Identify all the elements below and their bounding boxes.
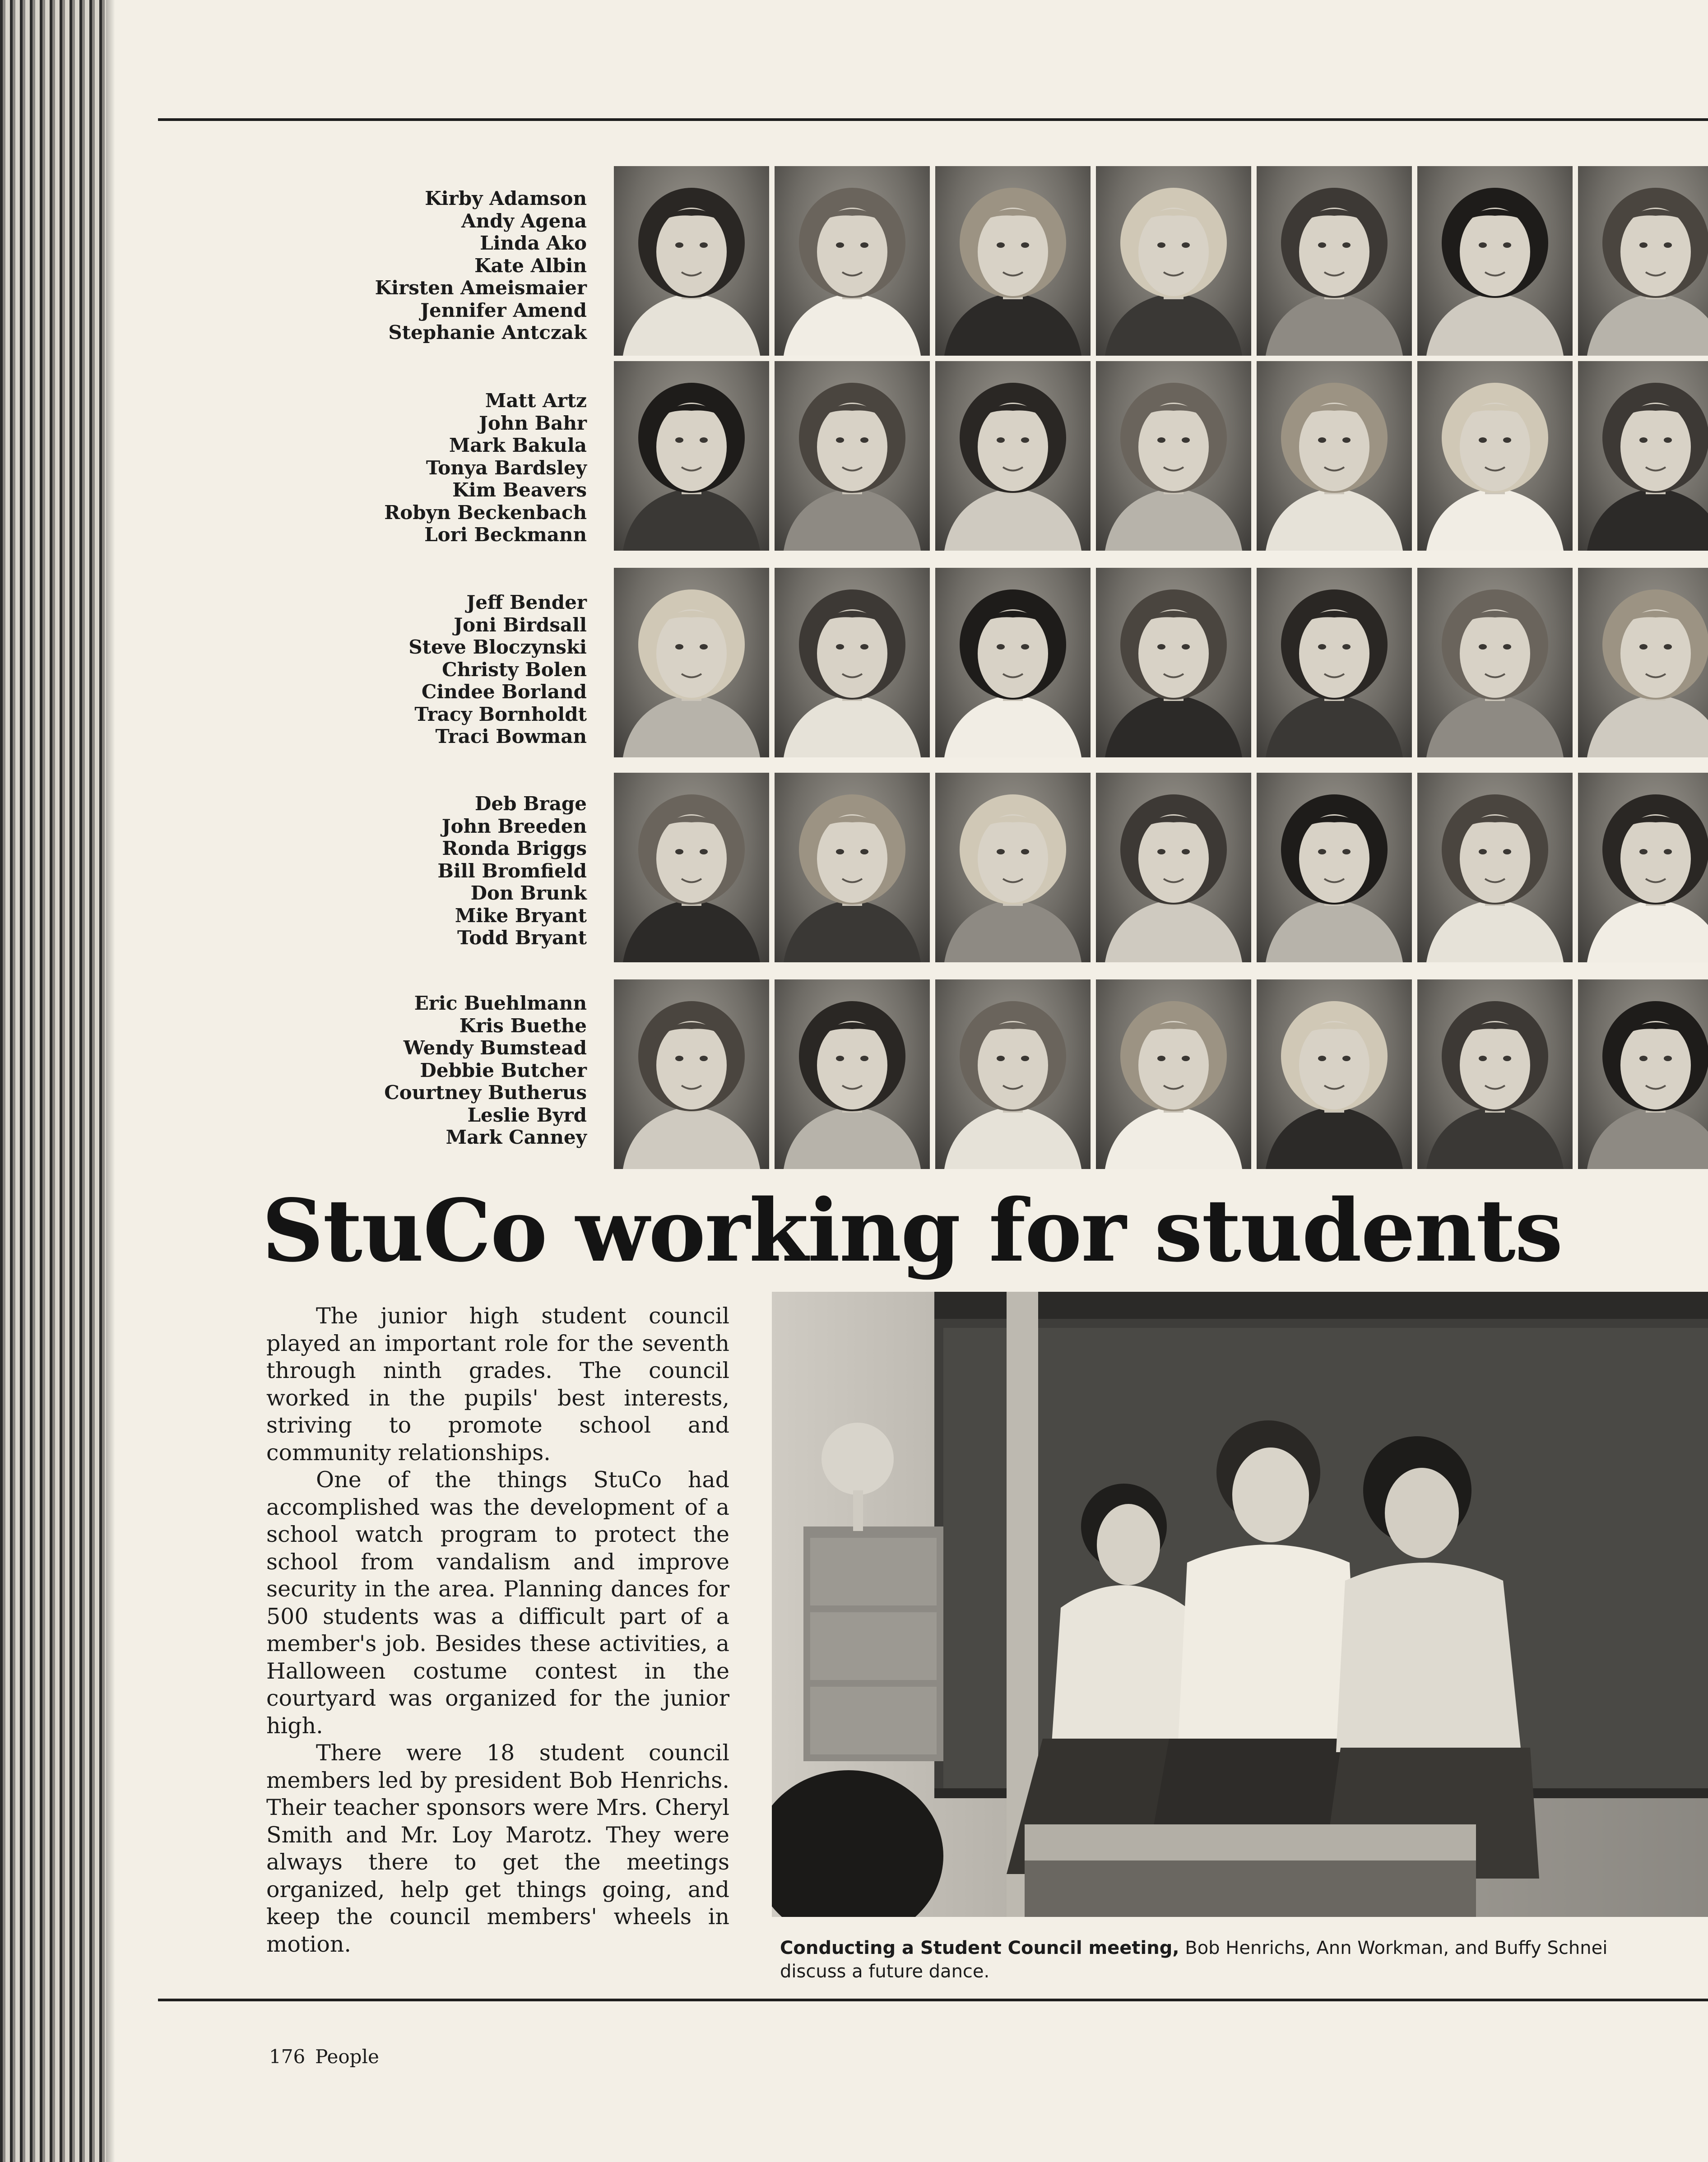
student-portrait — [1417, 568, 1573, 757]
student-portrait — [1257, 773, 1412, 962]
student-name: Tracy Bornholdt — [414, 703, 587, 725]
portrait-row-4 — [614, 773, 1708, 962]
student-name: Traci Bowman — [435, 725, 587, 747]
article-headline: StuCo working for students — [262, 1180, 1562, 1281]
student-name: Jennifer Amend — [420, 299, 587, 321]
student-portrait — [1578, 979, 1708, 1169]
student-portrait — [614, 773, 769, 962]
student-portrait — [775, 568, 930, 757]
bottom-rule — [158, 1999, 1708, 2001]
portrait-row-2 — [614, 361, 1708, 551]
student-name: Tonya Bardsley — [426, 456, 587, 479]
student-portrait — [1257, 568, 1412, 757]
student-portrait — [1578, 361, 1708, 551]
portrait-row-5 — [614, 979, 1708, 1169]
student-name: Kate Albin — [474, 254, 587, 277]
caption-lead: Conducting a Student Council meeting, — [780, 1938, 1179, 1958]
student-portrait — [1417, 361, 1573, 551]
student-name: Courtney Butherus — [384, 1081, 587, 1104]
page-number: 176 — [269, 2046, 306, 2068]
student-portrait — [935, 568, 1091, 757]
student-portrait — [614, 361, 769, 551]
student-name: John Breeden — [441, 815, 587, 837]
name-list-row-5 — [208, 992, 587, 1149]
name-list-row-4 — [208, 793, 587, 949]
student-name: Kirsten Ameismaier — [375, 277, 587, 299]
student-portrait — [1257, 979, 1412, 1169]
student-name: Kris Buethe — [459, 1014, 587, 1037]
student-name: Kim Beavers — [452, 479, 587, 501]
student-name: Andy Agena — [461, 209, 587, 232]
student-portrait — [1096, 166, 1251, 356]
student-name: Christy Bolen — [442, 658, 587, 681]
student-name: Steve Bloczynski — [408, 636, 587, 658]
student-name: Linda Ako — [480, 232, 587, 254]
student-name: Ronda Briggs — [442, 837, 587, 859]
student-portrait — [1417, 979, 1573, 1169]
student-name: Matt Artz — [485, 390, 587, 412]
student-council-photo — [772, 1292, 1708, 1917]
student-name: Wendy Bumstead — [403, 1037, 587, 1059]
student-portrait — [935, 773, 1091, 962]
student-portrait — [614, 568, 769, 757]
portrait-row-1 — [614, 166, 1708, 356]
student-portrait — [1096, 773, 1251, 962]
student-portrait — [1096, 568, 1251, 757]
student-portrait — [775, 773, 930, 962]
student-name: Todd Bryant — [457, 927, 587, 949]
student-name: Jeff Bender — [466, 591, 587, 613]
student-portrait — [775, 361, 930, 551]
student-name: Eric Buehlmann — [414, 992, 587, 1014]
student-name: Stephanie Antczak — [388, 321, 587, 343]
page-folio — [269, 2046, 389, 2068]
student-portrait — [775, 979, 930, 1169]
student-portrait — [614, 166, 769, 356]
student-name: Cindee Borland — [421, 681, 587, 703]
student-name: Mark Canney — [446, 1126, 587, 1148]
top-rule — [158, 118, 1708, 121]
name-list-row-2 — [208, 390, 587, 546]
section-name: People — [315, 2046, 379, 2068]
student-portrait — [1096, 979, 1251, 1169]
student-name: Mark Bakula — [449, 434, 587, 456]
student-name: Kirby Adamson — [425, 187, 587, 209]
name-list-row-1 — [208, 187, 587, 344]
article-paragraph: The junior high student council played an important role for the seventh through ninth grades. The council worked in the pupils' best interests, striving to promote school and community relationships. — [266, 1303, 729, 1466]
student-name: Leslie Byrd — [467, 1104, 587, 1126]
article-paragraph: One of the things StuCo had accomplished was the development of a school watch program to protect the school from vandalism and improve security in the area. Planning dances for 500 students was a difficult part of a member's job. Besides these activities, a Halloween costume contest in the courtyard was organized for the junior high. — [266, 1467, 729, 1739]
student-portrait — [1096, 361, 1251, 551]
student-portrait — [935, 166, 1091, 356]
student-portrait — [775, 166, 930, 356]
student-portrait — [935, 361, 1091, 551]
student-portrait — [1578, 568, 1708, 757]
student-name: Don Brunk — [470, 882, 587, 904]
student-name: Mike Bryant — [455, 904, 587, 927]
student-name: Deb Brage — [474, 793, 587, 815]
student-portrait — [614, 979, 769, 1169]
student-name: Debbie Butcher — [420, 1059, 587, 1081]
student-name: Robyn Beckenbach — [384, 501, 587, 524]
student-portrait — [1417, 166, 1573, 356]
student-portrait — [935, 979, 1091, 1169]
portrait-row-3 — [614, 568, 1708, 757]
student-portrait — [1257, 166, 1412, 356]
caption-text-line-2: discuss a future dance. — [780, 1961, 990, 1982]
name-list-row-3 — [208, 591, 587, 748]
student-portrait — [1578, 773, 1708, 962]
student-portrait — [1578, 166, 1708, 356]
student-name: Bill Bromfield — [437, 859, 587, 882]
photo-caption — [780, 1936, 1708, 1983]
student-name: John Bahr — [479, 412, 587, 434]
caption-text: Bob Henrichs, Ann Workman, and Buffy Schnei — [1179, 1938, 1608, 1958]
student-name: Lori Beckmann — [424, 524, 587, 546]
student-portrait — [1417, 773, 1573, 962]
student-portrait — [1257, 361, 1412, 551]
book-binding — [0, 0, 106, 2162]
student-name: Joni Birdsall — [454, 613, 587, 636]
article-body — [266, 1303, 729, 1958]
article-paragraph: There were 18 student council members led by president Bob Henrichs. Their teacher sponsors were Mrs. Cheryl Smith and Mr. Loy Marotz. They were always there to get the meetings organized, help get things going, and keep the council members' wheels in motion. — [266, 1740, 729, 1957]
